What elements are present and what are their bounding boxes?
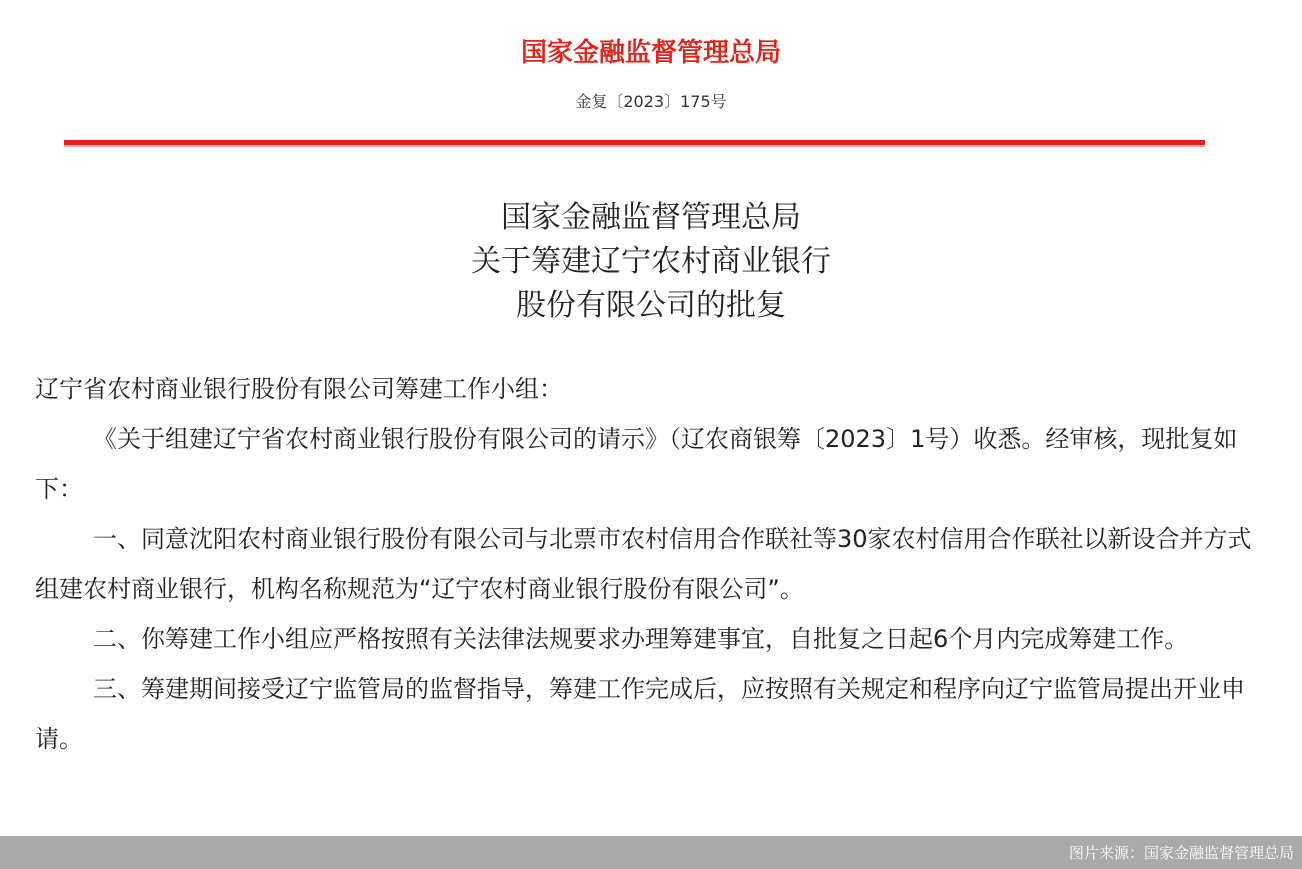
title-line-3: 股份有限公司的批复 [516,288,786,323]
body-paragraph-item-3: 三、筹建期间接受辽宁监管局的监督指导，筹建工作完成后，应按照有关规定和程序向辽宁监管局提出开业申请。 [35,675,1245,753]
document-title [0,196,1302,328]
addressee: 辽宁省农村商业银行股份有限公司筹建工作小组： [35,375,563,403]
document-body [35,364,1265,764]
document-number: 金复〔2023〕175号 [575,92,727,111]
image-source-bar [0,836,1302,869]
image-source-caption: 图片来源：国家金融监督管理总局 [1068,844,1294,862]
body-paragraph-item-1: 一、同意沈阳农村商业银行股份有限公司与北票市农村信用合作联社等30家农村信用合作联社以新设合并方式组建农村商业银行，机构名称规范为“辽宁农村商业银行股份有限公司”。 [35,525,1252,603]
agency-header: 国家金融监督管理总局 [520,38,781,68]
red-divider-shadow [64,145,1205,147]
body-paragraph-intro: 《关于组建辽宁省农村商业银行股份有限公司的请示》（辽农商银筹〔2023〕1号）收悉。经审核，现批复如下： [35,425,1238,503]
title-line-1: 国家金融监督管理总局 [501,200,801,235]
body-paragraph-item-2: 二、你筹建工作小组应严格按照有关法律法规要求办理筹建事宜，自批复之日起6个月内完成筹建工作。 [93,625,1189,653]
title-line-2: 关于筹建辽宁农村商业银行 [471,244,831,279]
